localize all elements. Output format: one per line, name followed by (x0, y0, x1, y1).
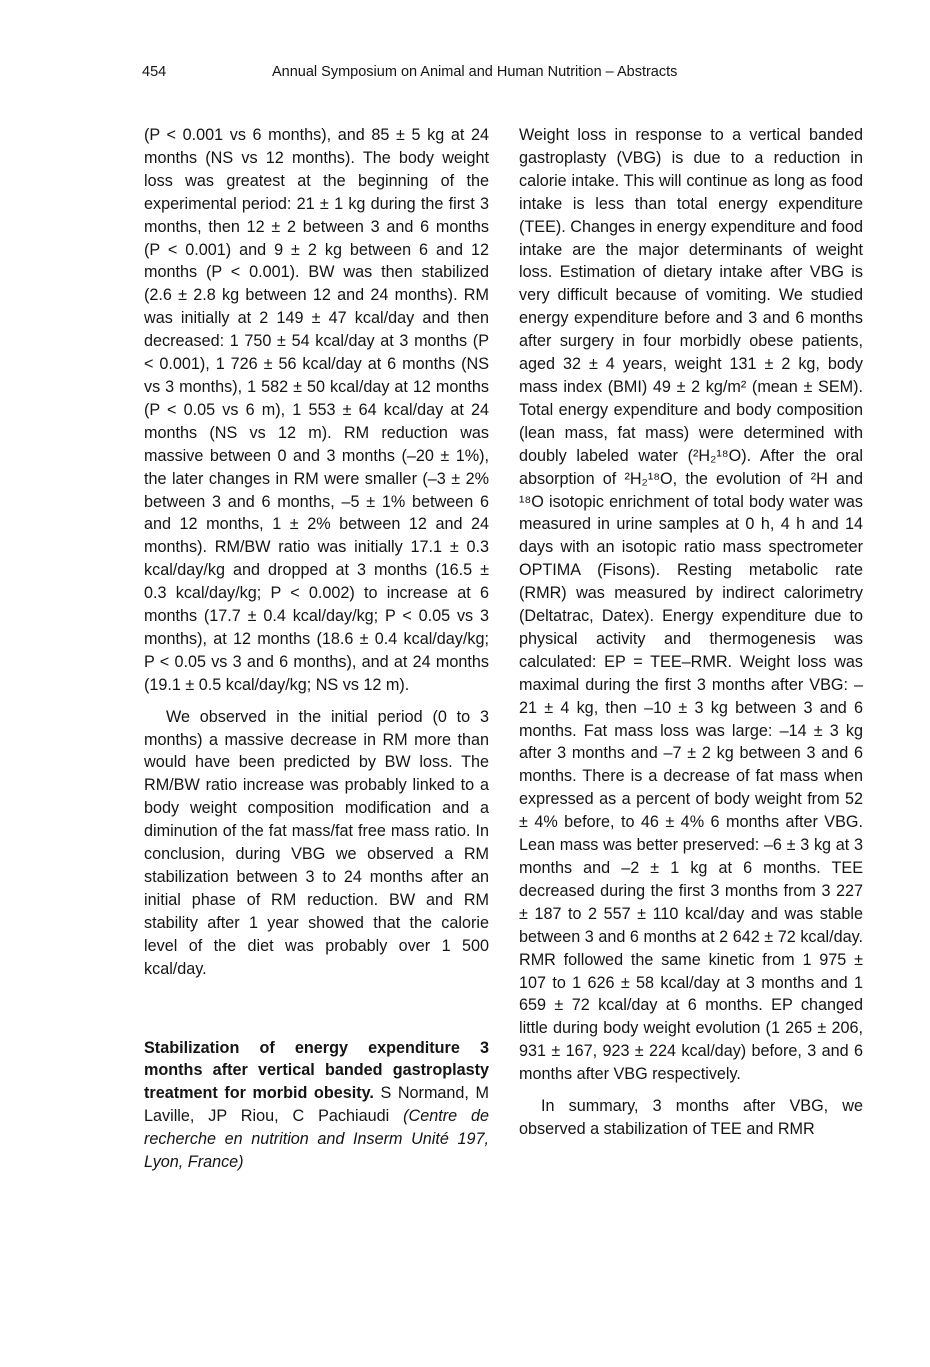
abstract-title: Stabilization of energy expenditure 3 months after vertical banded gastroplasty treatment for morbid obesity. (144, 1038, 489, 1103)
running-head: Annual Symposium on Animal and Human Nutrition – Abstracts (272, 64, 678, 80)
results-paragraph: (P < 0.001 vs 6 months), and 85 ± 5 kg at 24 months (NS vs 12 months). The body weight loss was greatest at the beginning of the experimental period: 21 ± 1 kg during the first 3 months, then 12 ± 2 between 3 and 6 months (P < 0.001) and 9 ± 2 kg between 6 and 12 months (P < 0.001). BW was then stabilized (2.6 ± 2.8 kg between 12 and 24 months). RM was initially at 2 149 ± 47 kcal/day and then decreased: 1 750 ± 54 kcal/day at 3 months (P < 0.001), 1 726 ± 56 kcal/day at 6 months (NS vs 3 months), 1 582 ± 50 kcal/day at 12 months (P < 0.05 vs 6 m), 1 553 ± 64 kcal/day at 24 months (NS vs 12 m). RM reduction was massive between 0 and 3 months (–20 ± 1%), the later changes in RM were smaller (–3 ± 2% between 3 and 6 months, –5 ± 1% between 6 and 12 months, 1 ± 2% between 12 and 24 months). RM/BW ratio was initially 17.1 ± 0.3 kcal/day/kg and dropped at 3 months (16.5 ± 0.3 kcal/day/kg; P < 0.002) to increase at 6 months (17.7 ± 0.4 kcal/day/kg; P < 0.05 vs 3 months), at 12 months (18.6 ± 0.4 kcal/day/kg; P < 0.05 vs 3 and 6 months), and at 24 months (19.1 ± 0.5 kcal/day/kg; NS vs 12 m). (144, 126, 489, 694)
abstract-body-paragraph: Weight loss in response to a vertical banded gastroplasty (VBG) is due to a reduction in calorie intake. This will continue as long as food intake is less than total energy expenditure (TEE). Changes in energy expenditure and food intake are the major determinants of weight loss. Estimation of dietary intake after VBG is very difficult because of vomiting. We studied energy expenditure before and 3 and 6 months after surgery in four morbidly obese patients, aged 32 ± 4 years, weight 131 ± 2 kg, body mass index (BMI) 49 ± 2 kg/m² (mean ± SEM). Total energy expenditure and body composition (lean mass, fat mass) were determined with doubly labeled water (²H₂¹⁸O). After the oral absorption of ²H₂¹⁸O, the evolution of ²H and ¹⁸O isotopic enrichment of total body water was measured in urine samples at 0 h, 4 h and 14 days with an isotopic ratio mass spectrometer OPTIMA (Fisons). Resting metabolic rate (RMR) was measured by indirect calorimetry (Deltatrac, Datex). Energy expenditure due to physical activity and thermogenesis was calculated: EP = TEE–RMR. Weight loss was maximal during the first 3 months after VBG: –21 ± 4 kg, then –10 ± 3 kg between 3 and 6 months. Fat mass loss was large: –14 ± 3 kg after 3 months and –7 ± 2 kg between 3 and 6 months. There is a decrease of fat mass when expressed as a percent of body weight from 52 ± 4% before, to 46 ± 4% 6 months after VBG. Lean mass was better preserved: –6 ± 3 kg at 3 months and –2 ± 1 kg at 6 months. TEE decreased during the first 3 months from 3 227 ± 187 to 2 557 ± 110 kcal/day and was stable between 3 and 6 months at 2 642 ± 72 kcal/day. RMR followed the same kinetic from 1 975 ± 107 to 1 626 ± 58 kcal/day at 3 months and 1 659 ± 72 kcal/day at 6 months. EP changed little during body weight evolution (1 265 ± 206, 931 ± 167, 923 ± 224 kcal/day) before, 3 and 6 months after VBG respectively. (519, 126, 863, 1084)
discussion-paragraph: We observed in the initial period (0 to 3 months) a massive decrease in RM more than would have been predicted by BW loss. The RM/BW ratio increase was probably linked to a body weight composition modification and a diminution of the fat mass/fat free mass ratio. In conclusion, during VBG we observed a RM stabilization between 3 to 24 months after an initial phase of RM reduction. BW and RM stability after 1 year showed that the calorie level of the diet was probably over 1 500 kcal/day. (144, 707, 489, 978)
page-number: 454 (142, 64, 167, 80)
page-header (142, 64, 862, 86)
summary-paragraph: In summary, 3 months after VBG, we observed a stabilization of TEE and RMR (519, 1097, 863, 1138)
abstract-authors: S Normand, M Laville, JP Riou, C Pachiaudi (144, 1084, 489, 1126)
abstract-heading (144, 1037, 489, 1174)
abstract-affiliation: (Centre de recherche en nutrition and Inserm Unité 197, Lyon, France) (144, 1107, 489, 1172)
right-column (519, 124, 863, 1141)
left-column (144, 124, 489, 1174)
